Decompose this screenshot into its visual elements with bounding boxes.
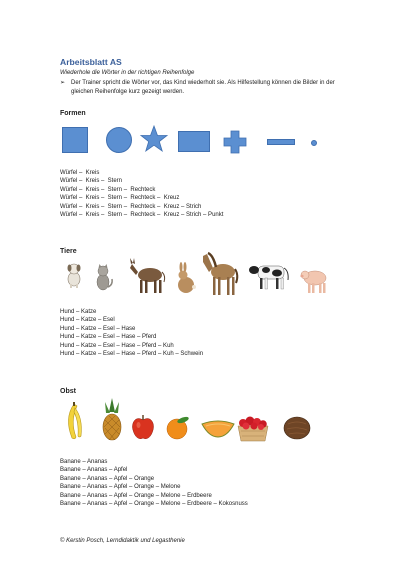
- apple-icon: [131, 414, 155, 440]
- orange-icon: [165, 416, 191, 440]
- list-item: Würfel – Kreis – Stern – Rechteck – Kreuz – Strich – Punkt: [60, 212, 224, 219]
- formen-lines: [60, 169, 223, 219]
- list-item: Banane – Ananas – Apfel – Orange – Melone – Erdbeere – Kokosnuss: [60, 501, 248, 508]
- circle-icon: [106, 127, 132, 153]
- cross-icon: [223, 130, 247, 154]
- arrow-bullet-icon: ➢: [60, 80, 66, 86]
- list-item: Banane – Ananas – Apfel – Orange – Melone: [60, 484, 181, 491]
- donkey-icon: [128, 258, 168, 294]
- section-heading-tiere: Tiere: [60, 248, 77, 255]
- cube-icon: [62, 127, 88, 153]
- line-icon: [267, 139, 295, 145]
- cat-icon: [92, 263, 114, 291]
- star-icon: [140, 125, 168, 153]
- pineapple-icon: [100, 398, 124, 442]
- list-item: Hund – Katze – Esel – Hase – Pferd – Kuh – Schwein: [60, 351, 204, 358]
- list-item: Hund – Katze – Esel – Hase – Pferd – Kuh: [60, 342, 174, 349]
- melon-icon: [201, 420, 235, 438]
- page-footer: © Kerstin Posch, Lerndidaktik und Legasthenie: [60, 538, 185, 544]
- list-item: Würfel – Kreis – Stern – Rechteck: [60, 186, 156, 193]
- list-item: Banane – Ananas: [60, 459, 108, 465]
- pig-icon: [300, 264, 328, 294]
- list-item: Banane – Ananas – Apfel – Orange: [60, 475, 155, 482]
- list-item: Hund – Katze – Esel – Hase: [60, 325, 136, 332]
- list-item: Banane – Ananas – Apfel: [60, 467, 128, 474]
- cow-icon: [248, 258, 292, 290]
- instruction-text: Der Trainer spricht die Wörter vor, das Kind wiederholt sie. Als Hilfestellung können die Bilder in der gleichen Reihenfolge kurz gezeigt werden.: [71, 80, 335, 95]
- horse-icon: [199, 250, 239, 296]
- banana-icon: [62, 402, 84, 442]
- dog-icon: [63, 262, 85, 288]
- page-subtitle: Wiederhole die Wörter in der richtigen Reihenfolge: [60, 70, 195, 76]
- instruction-bullet: [60, 79, 350, 96]
- page-title: Arbeitsblatt AS: [60, 57, 122, 67]
- tiere-lines: [60, 308, 203, 358]
- section-heading-obst: Obst: [60, 388, 76, 395]
- list-item: Würfel – Kreis – Stern: [60, 178, 123, 185]
- list-item: Würfel – Kreis – Stern – Rechteck – Kreuz – Strich: [60, 203, 202, 210]
- section-heading-formen: Formen: [60, 110, 86, 117]
- strawberry-icon: [236, 414, 270, 442]
- rectangle-icon: [178, 131, 210, 152]
- list-item: Hund – Katze: [60, 309, 97, 315]
- coconut-icon: [282, 415, 312, 441]
- obst-lines: [60, 458, 248, 508]
- list-item: Würfel – Kreis – Stern – Rechteck – Kreuz: [60, 195, 180, 202]
- dot-icon: [311, 140, 317, 146]
- rabbit-icon: [174, 262, 196, 294]
- list-item: Würfel – Kreis: [60, 170, 100, 176]
- list-item: Hund – Katze – Esel: [60, 317, 115, 324]
- list-item: Hund – Katze – Esel – Hase – Pferd: [60, 334, 157, 341]
- list-item: Banane – Ananas – Apfel – Orange – Melone – Erdbeere: [60, 492, 212, 499]
